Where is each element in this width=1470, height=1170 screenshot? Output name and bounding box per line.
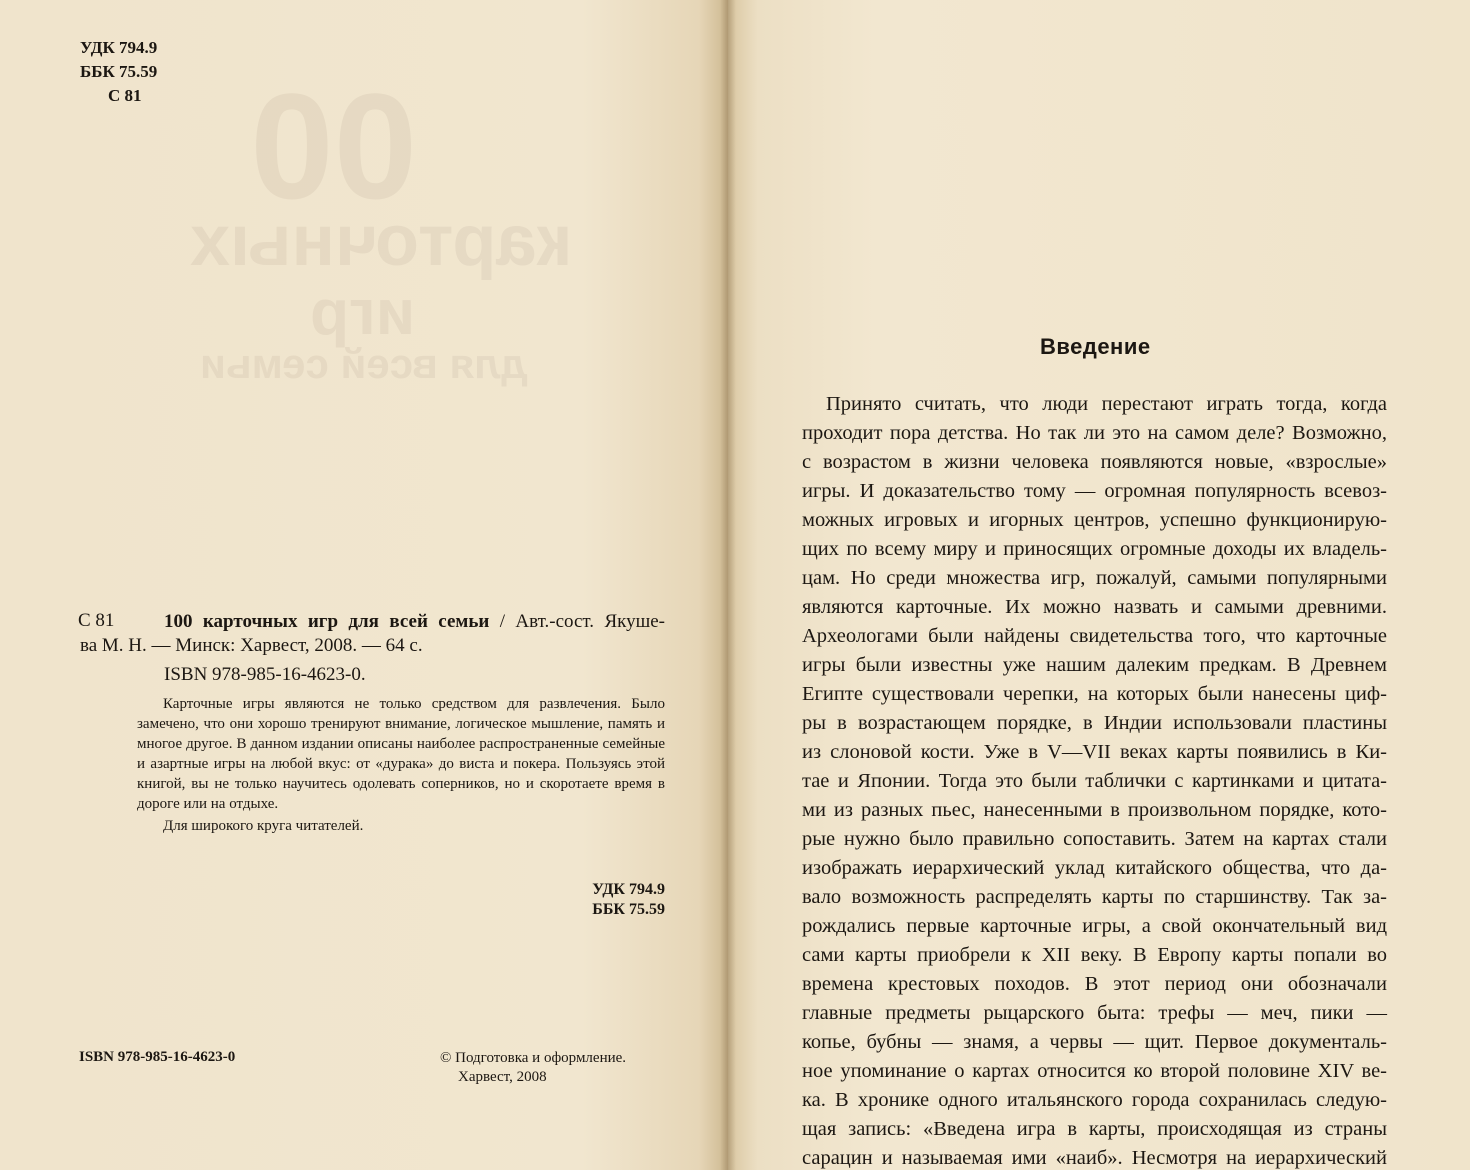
bbk-code-bottom: ББК 75.59 — [592, 901, 665, 918]
udk-code: УДК 794.9 — [80, 38, 158, 57]
isbn-bottom: ISBN 978-985-16-4623-0 — [79, 1049, 236, 1065]
classification-codes-bottom — [592, 880, 665, 920]
bibliographic-record — [80, 610, 665, 658]
text-line: времена крестовых походов. В этот период они обозначали — [802, 973, 1387, 995]
text-line: игры были известны уже нашим далеким предкам. В Древнем — [802, 654, 1387, 676]
text-line: щая запись: «Введена игра в карты, происходящая из страны — [802, 1118, 1387, 1140]
text-line: копье, бубны — знамя, а червы — щит. Первое документаль- — [802, 1031, 1387, 1053]
text-line: ры в возрастающем порядке, в Индии использовали пластины — [802, 712, 1387, 734]
text-line: рые нужно было правильно сопоставить. Затем на картах стали — [802, 828, 1387, 850]
chapter-heading: Введение — [1040, 334, 1151, 359]
audience-note: Для широкого круга читателей. — [163, 818, 364, 834]
text-line: Принято считать, что люди перестают играть тогда, когда — [826, 393, 1387, 415]
text-line: тае и Японии. Тогда это были таблички с картинками и цитата- — [802, 770, 1387, 792]
text-line: с возрастом в жизни человека появляются новые, «взрослые» — [802, 451, 1387, 473]
text-line: ка. В хронике одного итальянского города сохранилась следую- — [802, 1089, 1387, 1111]
text-line: ное упоминание о картах относится ко второй половине XIV ве- — [802, 1060, 1387, 1082]
isbn-record: ISBN 978-985-16-4623-0. — [164, 664, 366, 685]
text-line: Археологами были найдены свидетельства того, что карточные — [802, 625, 1387, 647]
right-page-introduction — [728, 0, 1470, 1170]
text-line: можных игровых и игорных центров, успешно функционирую- — [802, 509, 1387, 531]
text-line: игры. И доказательство тому — огромная популярность всевоз- — [802, 480, 1387, 502]
text-line: рождались первые карточные игры, а свой окончательный вид — [802, 915, 1387, 937]
record-author-mark: С 81 — [78, 610, 115, 631]
text-line: являются карточные. Их можно назвать и самыми древними. — [802, 596, 1387, 618]
text-line: сами карты приобрели к XII веку. В Европу карты попали во — [802, 944, 1387, 966]
author-mark: С 81 — [108, 86, 142, 105]
text-line: ми из разных пьес, нанесенными в произвольном порядке, кото- — [802, 799, 1387, 821]
text-line: щих по всему миру и приносящих огромные доходы их владель- — [802, 538, 1387, 560]
introduction-text — [802, 390, 1387, 1170]
classification-codes-top — [80, 36, 157, 108]
book-gutter — [720, 0, 736, 1170]
udk-code-bottom: УДК 794.9 — [592, 881, 665, 898]
bbk-code: ББК 75.59 — [80, 62, 158, 81]
annotation — [137, 694, 665, 836]
text-line: вало возможность распределять карты по старшинству. Так за- — [802, 886, 1387, 908]
author-statement: / Авт.-сост. Якуше- — [489, 611, 665, 632]
publication-details: ва М. Н. — Минск: Харвест, 2008. — 64 с. — [80, 635, 423, 656]
left-page-imprint — [0, 0, 728, 1170]
show-through-cover-text: 00 карточных игр для всей семьи — [190, 70, 573, 387]
book-title: 100 карточных игр для всей семьи — [164, 611, 490, 632]
text-line: сарацин и называемая ими «наиб». Несмотря на иерархический — [802, 1147, 1387, 1169]
text-line: главные предметы рыцарского быта: трефы — меч, пики — — [802, 1002, 1387, 1024]
copyright-notice: © Подготовка и оформление. Харвест, 2008 — [440, 1050, 627, 1085]
text-line: изображать иерархический уклад китайского общества, что да- — [802, 857, 1387, 879]
annotation-text: Карточные игры являются не только средством для развлечения. Было замечено, что они хорошо тренируют внимание, логическое мышление, память и многое другое. В данном издании описаны наиболее распространенные семейные и азартные игры на любой вкус: от «дурака» до виста и покера. Пользуясь этой книгой, вы не только научитесь одолевать соперников, но и скоротаете время в дороге или на отдыхе. — [137, 696, 665, 812]
text-line: цам. Но среди множества игр, пожалуй, самыми популярными — [802, 567, 1387, 589]
text-line: из слоновой кости. Уже в V—VII веках карты появились в Ки- — [802, 741, 1387, 763]
text-line: Египте существовали черепки, на которых были нанесены циф- — [802, 683, 1387, 705]
text-line: проходит пора детства. Но так ли это на самом деле? Возможно, — [802, 422, 1387, 444]
